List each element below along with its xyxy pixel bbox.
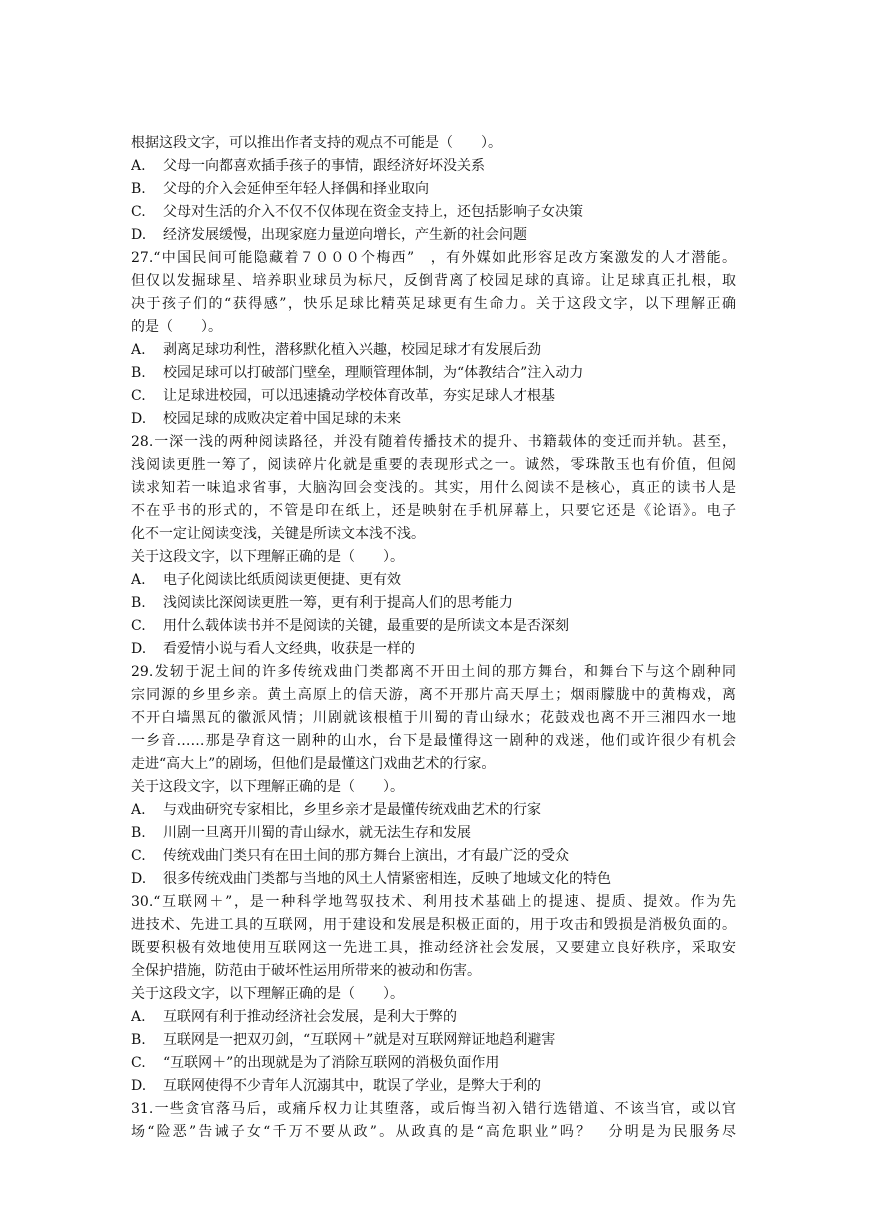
option-letter: C.: [131, 388, 146, 404]
option-letter: A.: [131, 342, 146, 358]
option-letter: B.: [131, 595, 146, 611]
text-line: 化不一定让阅读变浅，关键是所读文本浅不浅。: [131, 526, 425, 542]
text-line: 一乡音……那是孕育这一剧种的山水，台下是最懂得这一剧种的戏迷，他们或许很少有机会: [131, 733, 736, 749]
question-text-body: [131, 132, 736, 1144]
answer-option: [131, 1006, 736, 1029]
text-line: 关于这段文字，以下理解正确的是（ ）。: [131, 986, 404, 1002]
option-text: 父母一向都喜欢插手孩子的事情，跟经济好坏没关系: [163, 158, 485, 174]
text-line: 但仅以发掘球星、培养职业球员为标尺，反倒背离了校园足球的真谛。让足球真正扎根，取: [131, 273, 736, 289]
option-text: 经济发展缓慢，出现家庭力量逆向增长，产生新的社会问题: [163, 227, 527, 243]
answer-option: [131, 638, 736, 661]
option-text: 互联网使得不少青年人沉溺其中，耽误了学业，是弊大于利的: [163, 1078, 541, 1094]
answer-option: [131, 408, 736, 431]
answer-option: [131, 155, 736, 178]
answer-option: [131, 569, 736, 592]
option-letter: D.: [131, 641, 147, 657]
answer-option: [131, 1075, 736, 1098]
answer-option: [131, 224, 736, 247]
answer-option: [131, 385, 736, 408]
text-line: 31.一些贪官落马后，或痛斥权力让其堕落，或后悔当初入错行选错道、不该当官，或以官: [131, 1101, 736, 1117]
text-line: 走进“高大上”的剧场，但他们是最懂这门戏曲艺术的行家。: [131, 756, 496, 772]
option-letter: B.: [131, 1032, 146, 1048]
option-letter: D.: [131, 411, 147, 427]
option-text: 让足球进校园，可以迅速撬动学校体育改革，夯实足球人才根基: [163, 388, 555, 404]
option-text: 浅阅读比深阅读更胜一筹，更有利于提高人们的思考能力: [163, 595, 513, 611]
text-line: 浅阅读更胜一筹了，阅读碎片化就是重要的表现形式之一。诚然，零珠散玉也有价值，但阅: [131, 457, 736, 473]
text-line: 29.发轫于泥土间的许多传统戏曲门类都离不开田土间的那方舞台，和舞台下与这个剧种同: [131, 664, 736, 680]
text-line: 宗同源的乡里乡亲。黄土高原上的信天游，离不开那片高天厚土；烟雨朦胧中的黄梅戏，离: [131, 687, 736, 703]
text-line: 决于孩子们的“获得感”，快乐足球比精英足球更有生命力。关于这段文字，以下理解正确: [131, 296, 736, 312]
answer-option: [131, 339, 736, 362]
answer-option: [131, 1052, 736, 1075]
text-line: 读求知若一味追求省事，大脑沟回会变浅的。其实，用什么阅读不是核心，真正的读书人是: [131, 480, 736, 496]
option-text: 与戏曲研究专家相比，乡里乡亲才是最懂传统戏曲艺术的行家: [163, 802, 541, 818]
text-line: 不在乎书的形式的，不管是印在纸上，还是映射在手机屏幕上，只要它还是《论语》。电子: [131, 503, 736, 519]
option-letter: A.: [131, 1009, 146, 1025]
option-text: 传统戏曲门类只有在田土间的那方舞台上演出，才有最广泛的受众: [163, 848, 569, 864]
answer-option: [131, 201, 736, 224]
option-text: 用什么载体读书并不是阅读的关键，最重要的是所读文本是否深刻: [163, 618, 569, 634]
option-text: 电子化阅读比纸质阅读更便捷、更有效: [163, 572, 401, 588]
option-text: 川剧一旦离开川蜀的青山绿水，就无法生存和发展: [163, 825, 471, 841]
text-line: 28.一深一浅的两种阅读路径，并没有随着传播技术的提升、书籍载体的变迁而并轨。甚至，: [131, 434, 736, 450]
answer-option: [131, 592, 736, 615]
option-text: 互联网是一把双刃剑，“互联网＋”就是对互联网辩证地趋利避害: [163, 1032, 556, 1048]
text-line: 的是（ ）。: [131, 319, 222, 335]
text-line: 全保护措施，防范由于破坏性运用所带来的被动和伤害。: [131, 963, 481, 979]
option-letter: B.: [131, 825, 146, 841]
option-letter: D.: [131, 227, 147, 243]
option-text: 互联网有利于推动经济社会发展，是利大于弊的: [163, 1009, 457, 1025]
option-letter: A.: [131, 572, 146, 588]
option-letter: D.: [131, 871, 147, 887]
option-text: 很多传统戏曲门类都与当地的风土人情紧密相连，反映了地域文化的特色: [163, 871, 611, 887]
option-letter: B.: [131, 181, 146, 197]
text-line: 进技术、先进工具的互联网，用于建设和发展是积极正面的，用于攻击和毁损是消极负面的。: [131, 917, 736, 933]
answer-option: [131, 178, 736, 201]
option-letter: C.: [131, 204, 146, 220]
option-letter: C.: [131, 848, 146, 864]
option-letter: C.: [131, 1055, 146, 1071]
option-text: 剥离足球功利性，潜移默化植入兴趣，校园足球才有发展后劲: [163, 342, 541, 358]
answer-option: [131, 799, 736, 822]
option-letter: A.: [131, 158, 146, 174]
answer-option: [131, 868, 736, 891]
option-letter: A.: [131, 802, 146, 818]
option-text: 父母的介入会延伸至年轻人择偶和择业取向: [163, 181, 429, 197]
option-letter: D.: [131, 1078, 147, 1094]
text-line: 关于这段文字，以下理解正确的是（ ）。: [131, 779, 404, 795]
text-line: 27.“中国民间可能隐藏着７０００个梅西” ，有外媒如此形容足改方案激发的人才潜能。: [131, 250, 736, 266]
text-line: 场“险恶”告诫子女“千万不要从政”。从政真的是“高危职业”吗？ 分明是为民服务尽: [131, 1124, 736, 1140]
answer-option: [131, 362, 736, 385]
answer-option: [131, 1029, 736, 1052]
option-text: 父母对生活的介入不仅不仅体现在资金支持上，还包括影响子女决策: [163, 204, 583, 220]
answer-option: [131, 845, 736, 868]
text-line: 不开白墙黑瓦的徽派风情；川剧就该根植于川蜀的青山绿水；花鼓戏也离不开三湘四水一地: [131, 710, 736, 726]
option-letter: B.: [131, 365, 146, 381]
text-line: 30.“互联网＋”，是一种科学地驾驭技术、利用技术基础上的提速、提质、提效。作为先: [131, 894, 736, 910]
answer-option: [131, 615, 736, 638]
text-line: 根据这段文字，可以推出作者支持的观点不可能是（ ）。: [131, 135, 502, 151]
option-text: 看爱情小说与看人文经典，收获是一样的: [163, 641, 415, 657]
option-text: “互联网＋”的出现就是为了消除互联网的消极负面作用: [163, 1055, 500, 1071]
option-text: 校园足球的成败决定着中国足球的未来: [163, 411, 401, 427]
option-letter: C.: [131, 618, 146, 634]
option-text: 校园足球可以打破部门壁垒，理顺管理体制，为“体教结合”注入动力: [163, 365, 584, 381]
answer-option: [131, 822, 736, 845]
text-line: 关于这段文字，以下理解正确的是（ ）。: [131, 549, 404, 565]
text-line: 既要积极有效地使用互联网这一先进工具，推动经济社会发展，又要建立良好秩序，采取安: [131, 940, 736, 956]
